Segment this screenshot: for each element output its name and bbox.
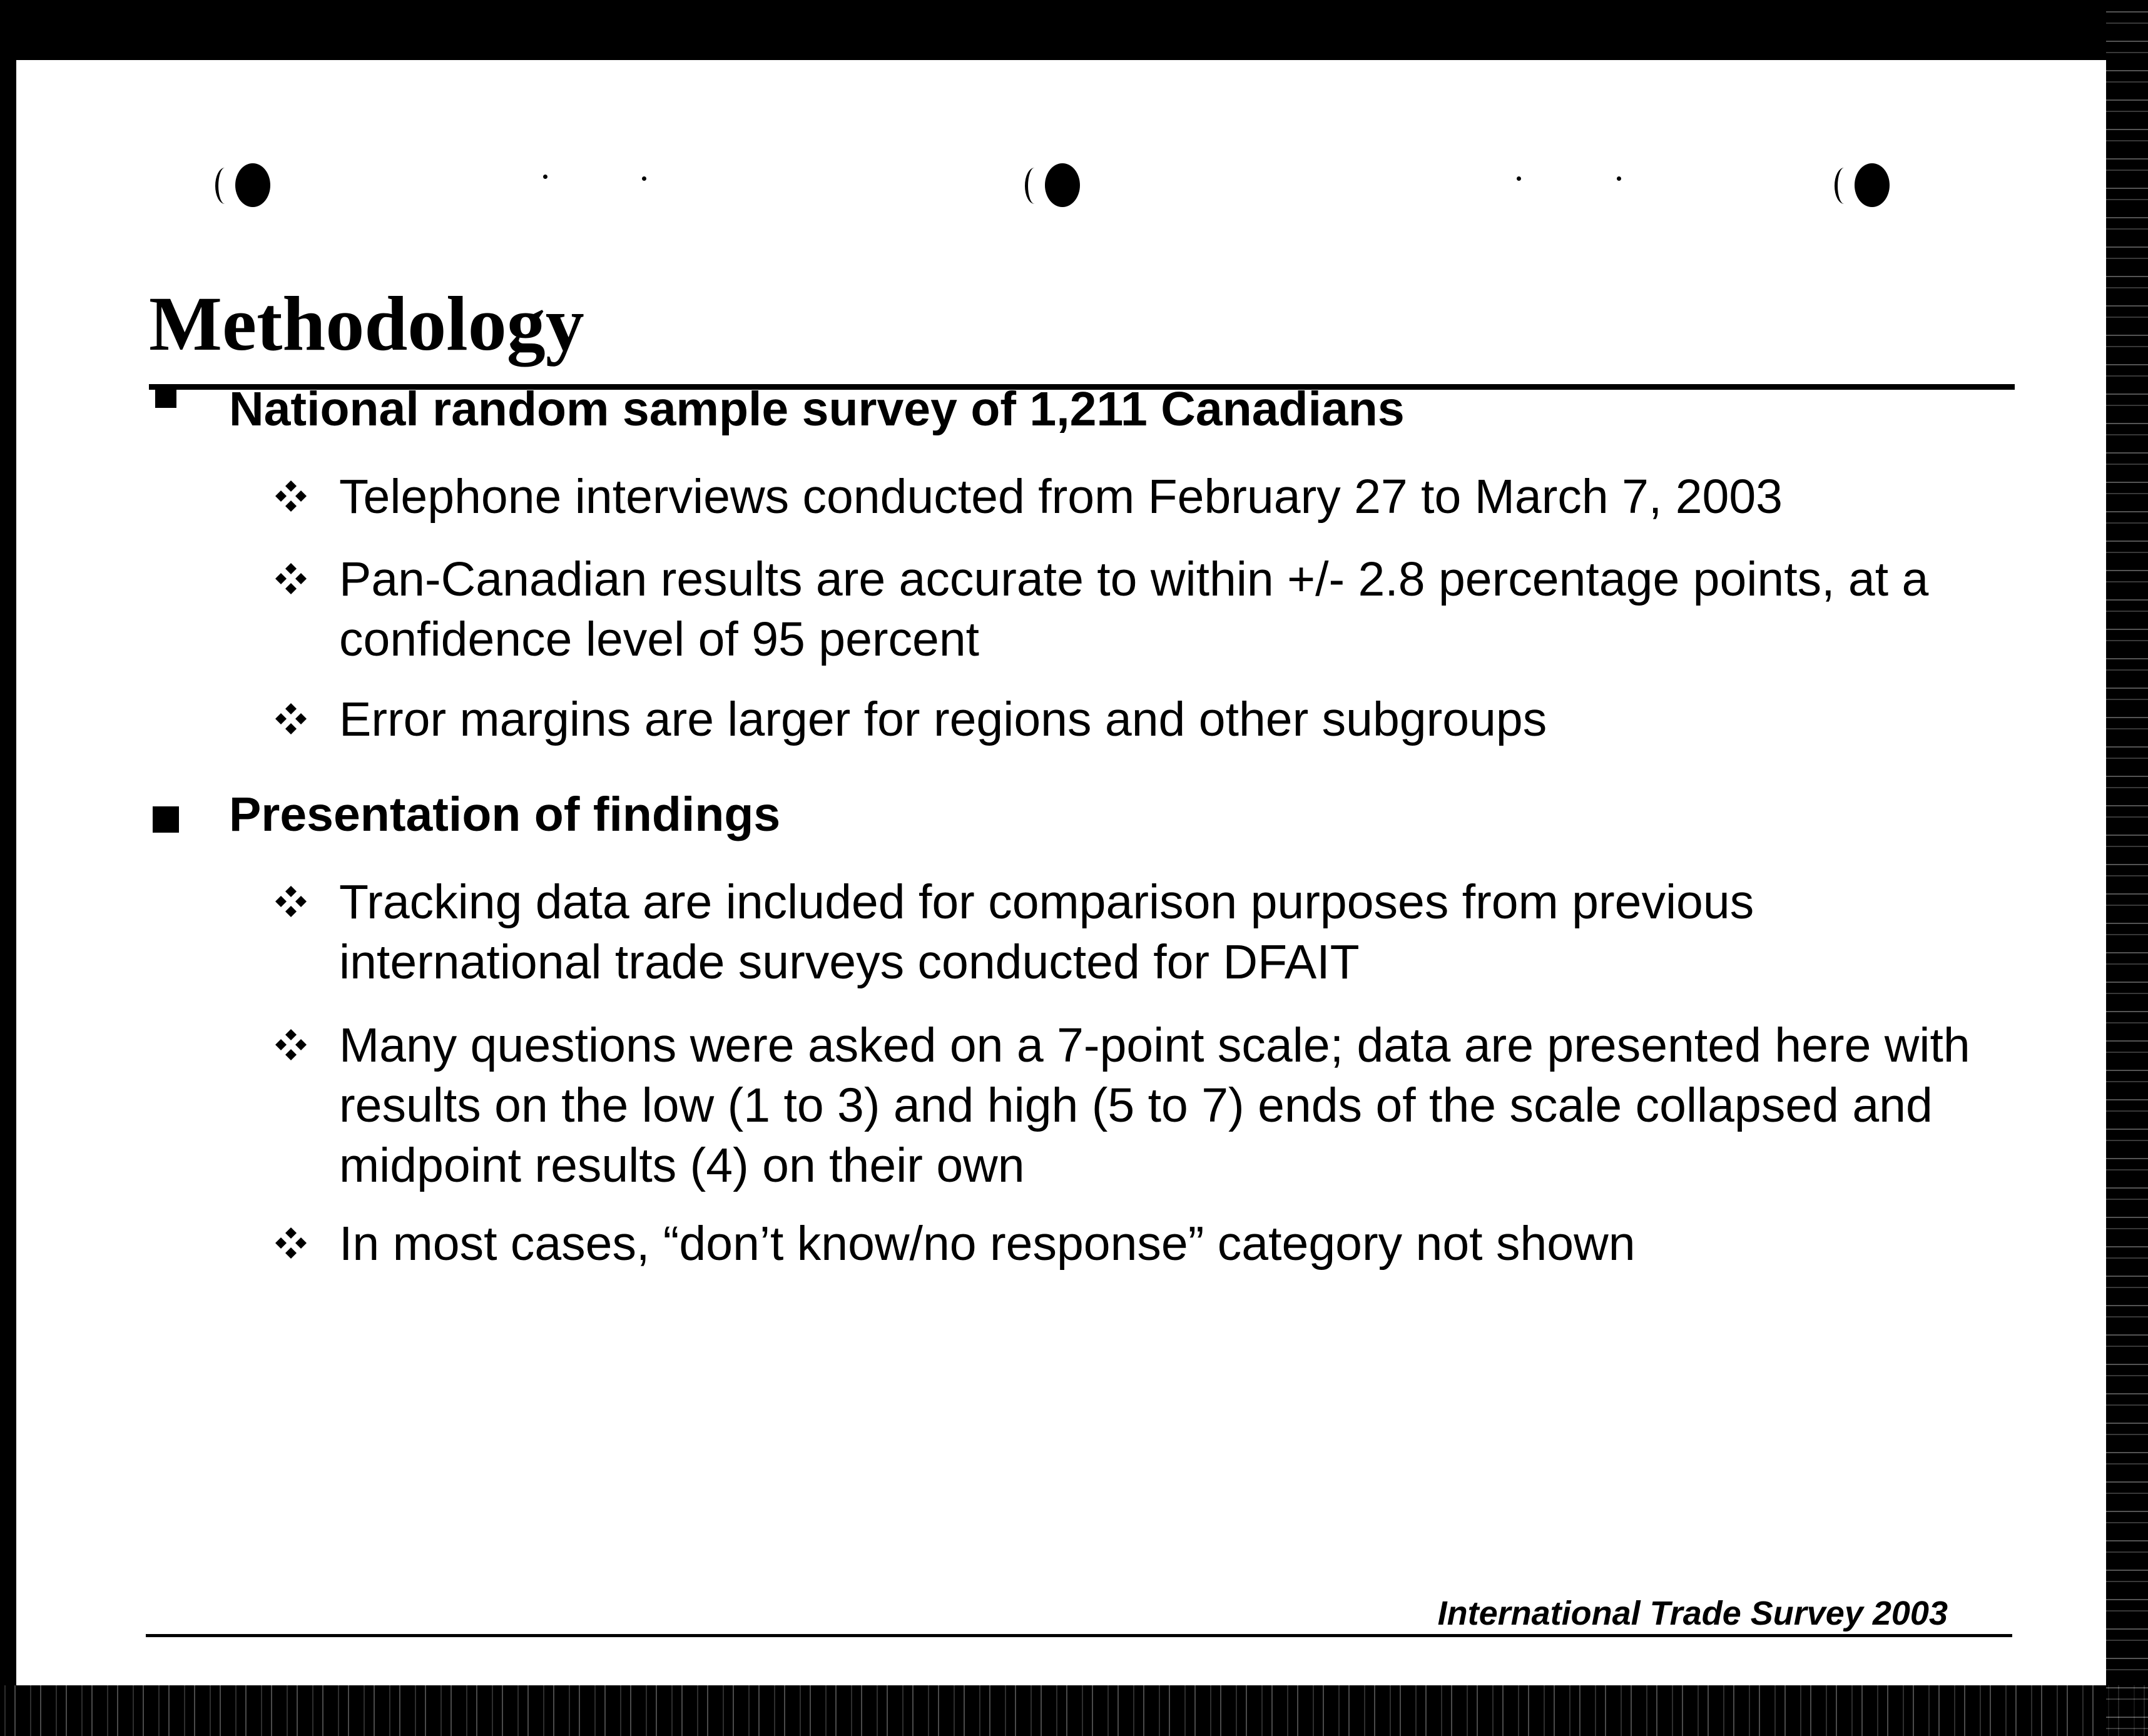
- list-item: Telephone interviews conducted from February 27 to March 7, 2003: [339, 470, 1783, 524]
- scan-speck: [1517, 176, 1521, 181]
- footer-title: International Trade Survey 2003: [1437, 1595, 1948, 1632]
- four-diamond-icon: [273, 1027, 309, 1063]
- scan-speck: [543, 175, 547, 179]
- scan-speck: [1617, 176, 1621, 181]
- binder-hole-center: [1045, 163, 1080, 207]
- four-diamond-icon: [273, 701, 309, 737]
- binder-hole-ring-center: [1025, 168, 1044, 204]
- footer-rule: [146, 1634, 2012, 1637]
- binder-hole-ring-right: [1835, 168, 1854, 204]
- binder-hole-left: [235, 163, 270, 207]
- list-item: In most cases, “don’t know/no response” category not shown: [339, 1217, 1636, 1271]
- filled-square-icon: [155, 387, 176, 408]
- scan-speck: [642, 176, 646, 181]
- list-item: Tracking data are included for comparison purposes from previous international trade surveys conducted for DFAIT: [339, 875, 1754, 989]
- scan-border-bottom: [0, 1685, 2148, 1736]
- four-diamond-icon: [273, 561, 309, 597]
- section-heading: Presentation of findings: [229, 788, 781, 841]
- filled-square-icon: [153, 806, 179, 833]
- list-item: Pan-Canadian results are accurate to within +/- 2.8 percentage points, at a confidence level of 95 percent: [339, 552, 1929, 666]
- section-heading: National random sample survey of 1,211 Canadians: [229, 382, 1405, 436]
- slide: [16, 60, 2106, 1685]
- slide-title: Methodology: [149, 281, 584, 367]
- list-item: Error margins are larger for regions and other subgroups: [339, 693, 1547, 746]
- binder-hole-right: [1855, 163, 1890, 207]
- binder-hole-ring-left: [215, 168, 235, 204]
- four-diamond-icon: [273, 478, 309, 514]
- four-diamond-icon: [273, 883, 309, 920]
- scan-border-right: [2106, 0, 2148, 1736]
- four-diamond-icon: [273, 1225, 309, 1261]
- list-item: Many questions were asked on a 7-point scale; data are presented here with results on the low (1 to 3) and high (5 to 7) ends of the scale collapsed and midpoint results (4) on their own: [339, 1018, 1970, 1192]
